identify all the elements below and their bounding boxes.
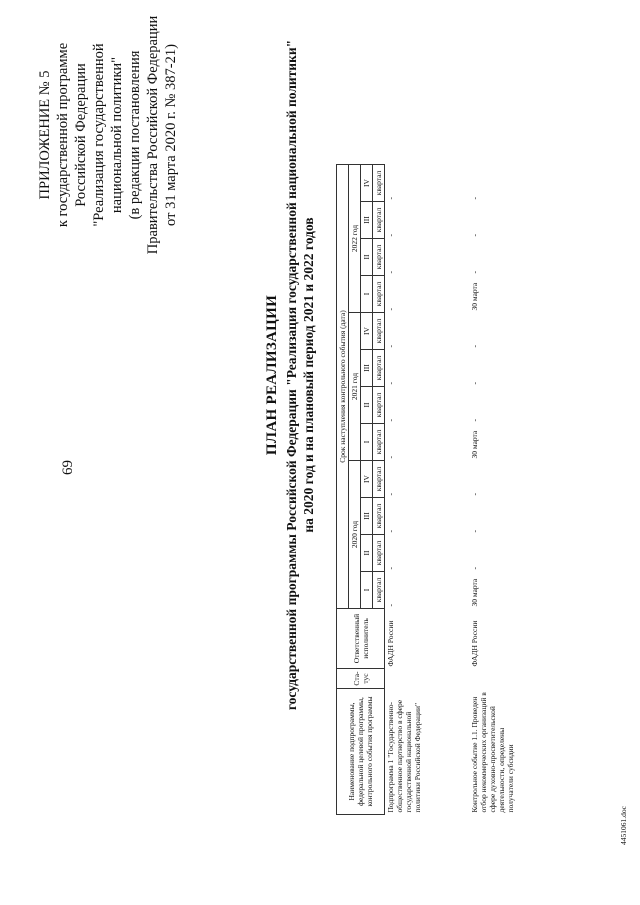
table-row bbox=[385, 165, 469, 815]
appendix-line: Правительства Российской Федерации bbox=[145, 15, 161, 255]
header-row bbox=[337, 165, 349, 815]
row-cell: - bbox=[386, 197, 395, 200]
plan-subtitle-line: на 2020 год и на плановый период 2021 и 2022 годов bbox=[301, 217, 316, 533]
row-cell: - bbox=[386, 234, 395, 237]
row-cell: - bbox=[386, 530, 395, 533]
plan-table bbox=[336, 164, 569, 815]
row-cell: - bbox=[469, 530, 479, 533]
appendix-line: национальной политики" bbox=[109, 56, 125, 214]
row-status bbox=[385, 669, 469, 689]
appendix-line: Российской Федерации bbox=[73, 63, 89, 207]
row-cell: 30 марта bbox=[469, 578, 479, 607]
row-cell: - bbox=[386, 604, 395, 607]
quarter-num: III bbox=[361, 350, 373, 387]
row-cell: - bbox=[386, 308, 395, 311]
quarter-label: квартал bbox=[373, 313, 385, 350]
quarter-num: II bbox=[361, 535, 373, 572]
row-status bbox=[469, 669, 569, 689]
quarter-num: IV bbox=[361, 461, 373, 498]
quarter-label: квартал bbox=[373, 350, 385, 387]
row-cell: - bbox=[469, 567, 479, 570]
row-cell: 30 марта bbox=[469, 430, 479, 459]
quarter-num: I bbox=[361, 276, 373, 313]
quarter-label: квартал bbox=[373, 461, 385, 498]
header-executor: Ответственный исполнитель bbox=[337, 609, 385, 669]
row-cell: 30 марта bbox=[469, 282, 479, 311]
appendix-line: (в редакции постановления bbox=[127, 50, 143, 220]
row-cell: - bbox=[386, 345, 395, 348]
row-cell: - bbox=[386, 567, 395, 570]
row-cell: - bbox=[469, 382, 479, 385]
appendix-line: от 31 марта 2020 г. № 387-21) bbox=[163, 44, 179, 226]
header-year: 2022 год bbox=[349, 165, 361, 313]
appendix-line: ПРИЛОЖЕНИЕ № 5 bbox=[37, 70, 53, 200]
appendix-line: к государственной программе bbox=[55, 42, 71, 228]
quarter-label: квартал bbox=[373, 535, 385, 572]
quarter-label: квартал bbox=[373, 498, 385, 535]
row-cell: - bbox=[386, 456, 395, 459]
header-status: Ста-тус bbox=[337, 669, 385, 689]
plan-title: ПЛАН РЕАЛИЗАЦИИ bbox=[264, 294, 280, 456]
quarter-label: квартал bbox=[373, 239, 385, 276]
row-cell: - bbox=[469, 493, 479, 496]
quarter-num: IV bbox=[361, 313, 373, 350]
row-cell: - bbox=[469, 234, 479, 237]
row-cell: - bbox=[469, 345, 479, 348]
file-reference: 4451061.doc bbox=[619, 806, 628, 845]
quarter-num: IV bbox=[361, 165, 373, 202]
row-cell: - bbox=[469, 419, 479, 422]
quarter-label: квартал bbox=[373, 572, 385, 609]
quarter-label: квартал bbox=[373, 424, 385, 461]
header-year: 2020 год bbox=[349, 461, 361, 609]
row-cell: - bbox=[386, 419, 395, 422]
row-cell: - bbox=[386, 493, 395, 496]
quarter-num: III bbox=[361, 202, 373, 239]
row-cell: - bbox=[469, 271, 479, 274]
quarter-num: I bbox=[361, 572, 373, 609]
quarter-label: квартал bbox=[373, 202, 385, 239]
quarter-label: квартал bbox=[373, 165, 385, 202]
quarter-num: II bbox=[361, 239, 373, 276]
header-name: Наименование подпрограммы, федеральной целевой программы, контрольного события программы bbox=[337, 689, 385, 815]
quarter-label: квартал bbox=[373, 387, 385, 424]
plan-subtitle bbox=[283, 0, 317, 755]
header-year: 2021 год bbox=[349, 313, 361, 461]
quarter-num: III bbox=[361, 498, 373, 535]
appendix-line: "Реализация государственной bbox=[91, 43, 107, 227]
page-number: 69 bbox=[60, 460, 76, 475]
header-deadline: Срок наступления контрольного события (дата) bbox=[337, 165, 349, 609]
row-name: Контрольное событие 1.1. Проведен отбор некоммерческих организаций в сфере духовно-просветительской деятельности, определены получатели субсидии bbox=[469, 692, 515, 813]
appendix-block bbox=[36, 15, 180, 255]
row-cell: - bbox=[386, 382, 395, 385]
quarter-num: I bbox=[361, 424, 373, 461]
row-executor: ФАДН России bbox=[469, 620, 479, 667]
row-executor: ФАДН России bbox=[386, 620, 395, 667]
row-cell: - bbox=[469, 197, 479, 200]
table-row bbox=[469, 165, 569, 815]
row-cell: - bbox=[386, 271, 395, 274]
plan-subtitle-line: государственной программы Российской Федерации "Реализация государственной национальной политики" bbox=[284, 39, 299, 711]
quarter-num: II bbox=[361, 387, 373, 424]
quarter-label: квартал bbox=[373, 276, 385, 313]
row-name: Подпрограмма 1 "Государственно-общественное партнерство в сфере государственной национальной политики Российской Федерации" bbox=[386, 699, 422, 813]
